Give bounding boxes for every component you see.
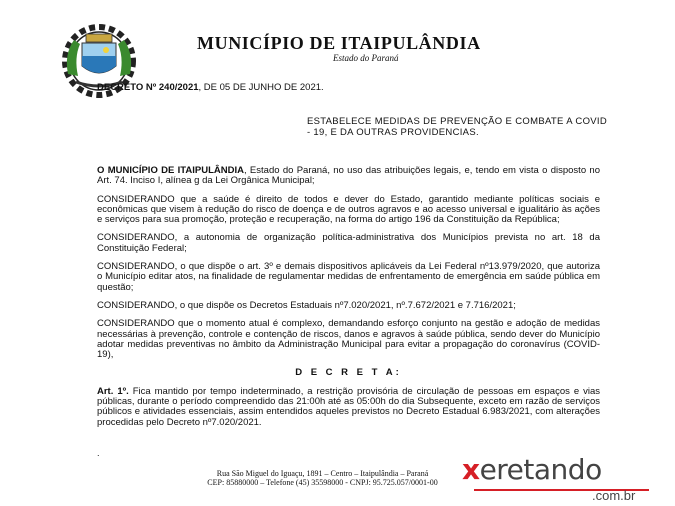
article-1-label: Art. 1º. [97, 385, 129, 397]
footer-line-2: CEP: 85880000 – Telefone (45) 35598000 - CNPJ: 95.725.057/0001-00 [207, 478, 438, 487]
considering-paragraph: CONSIDERANDO que a saúde é direito de todos e dever do Estado, garantido mediante políticas sociais e econômicas que visem à redução do risco de doença e de outros agravos e ao acesso universal e igualitário às ações e serviços para sua promoção, proteção e recuperação, na forma do artigo 196 da Constituição da República; [97, 193, 600, 226]
article-1-text: Fica mantido por tempo indeterminado, a restrição provisória de circulação de pessoas em espaços e vias públicas, durante o período compreendido das 21:00h até as 05:00h do dia Subsequente, exceto em razão de serviços públicos e atividades essenciais, assim entendidos aqueles previstos no Decreto Estadual 6.983/2021, com alterações procedidas pelo Decreto nº7.020/2021. [97, 385, 600, 428]
considering-paragraph: CONSIDERANDO, o que dispõe os Decretos Estaduais nº7.020/2021, nº.7.672/2021 e 7.716/2021; [97, 299, 516, 311]
intro-paragraph [97, 166, 600, 187]
considering-paragraph: CONSIDERANDO, a autonomia de organização política-administrativa dos Municípios prevista no art. 18 da Constituição Federal; [97, 232, 600, 254]
watermark-text [462, 453, 602, 486]
intro-text: , Estado do Paraná, no uso das atribuições legais, e, tendo em vista o disposto no Art. 74. Inciso I, alínea g da Lei Orgânica Municipal; [97, 165, 600, 187]
considering-paragraph: CONSIDERANDO que o momento atual é complexo, demandando esforço conjunto na gestão e adoção de medidas necessárias à prevenção, controle e contenção de riscos, danos e agravos à saúde pública, sendo dever do Município adotar medidas preventivas no âmbito da Administração Municipal para evitar a propagação do coronavírus (COVID-19), [97, 318, 600, 361]
trailing-dot: . [97, 448, 100, 458]
considering-paragraph: CONSIDERANDO, o que dispõe o art. 3º e demais dispositivos aplicáveis da Lei Federal nº13.979/2020, que autoriza o Município editar atos, na finalidade de regulamentar medidas de enfrentamento de emergência em saúde pública em questão; [97, 261, 600, 293]
footer-address [150, 469, 495, 487]
decree-date: , DE 05 DE JUNHO DE 2021. [198, 82, 324, 93]
footer-line-1: Rua São Miguel do Iguaçu, 1891 – Centro – Itaipulândia – Paraná [216, 469, 429, 478]
intro-bold: O MUNICÍPIO DE ITAIPULÂNDIA [97, 165, 244, 176]
watermark-logo [462, 453, 636, 503]
decree-heading [97, 82, 324, 93]
watermark-rest: eretando [479, 453, 602, 486]
watermark-x: x [462, 453, 480, 486]
article-1 [97, 387, 600, 428]
decree-body [97, 166, 600, 436]
watermark-domain: .com.br [592, 488, 636, 503]
decree-number: DECRETO Nº 240/2021 [97, 82, 199, 93]
page-subtitle: Estado do Paraná [333, 53, 399, 63]
page-title: MUNICÍPIO DE ITAIPULÂNDIA [197, 33, 481, 53]
decreta-heading: D E C R E T A: [295, 367, 402, 379]
decree-summary: ESTABELECE MEDIDAS DE PREVENÇÃO E COMBATE A COVID - 19, E DA OUTRAS PROVIDENCIAS. [307, 116, 607, 138]
